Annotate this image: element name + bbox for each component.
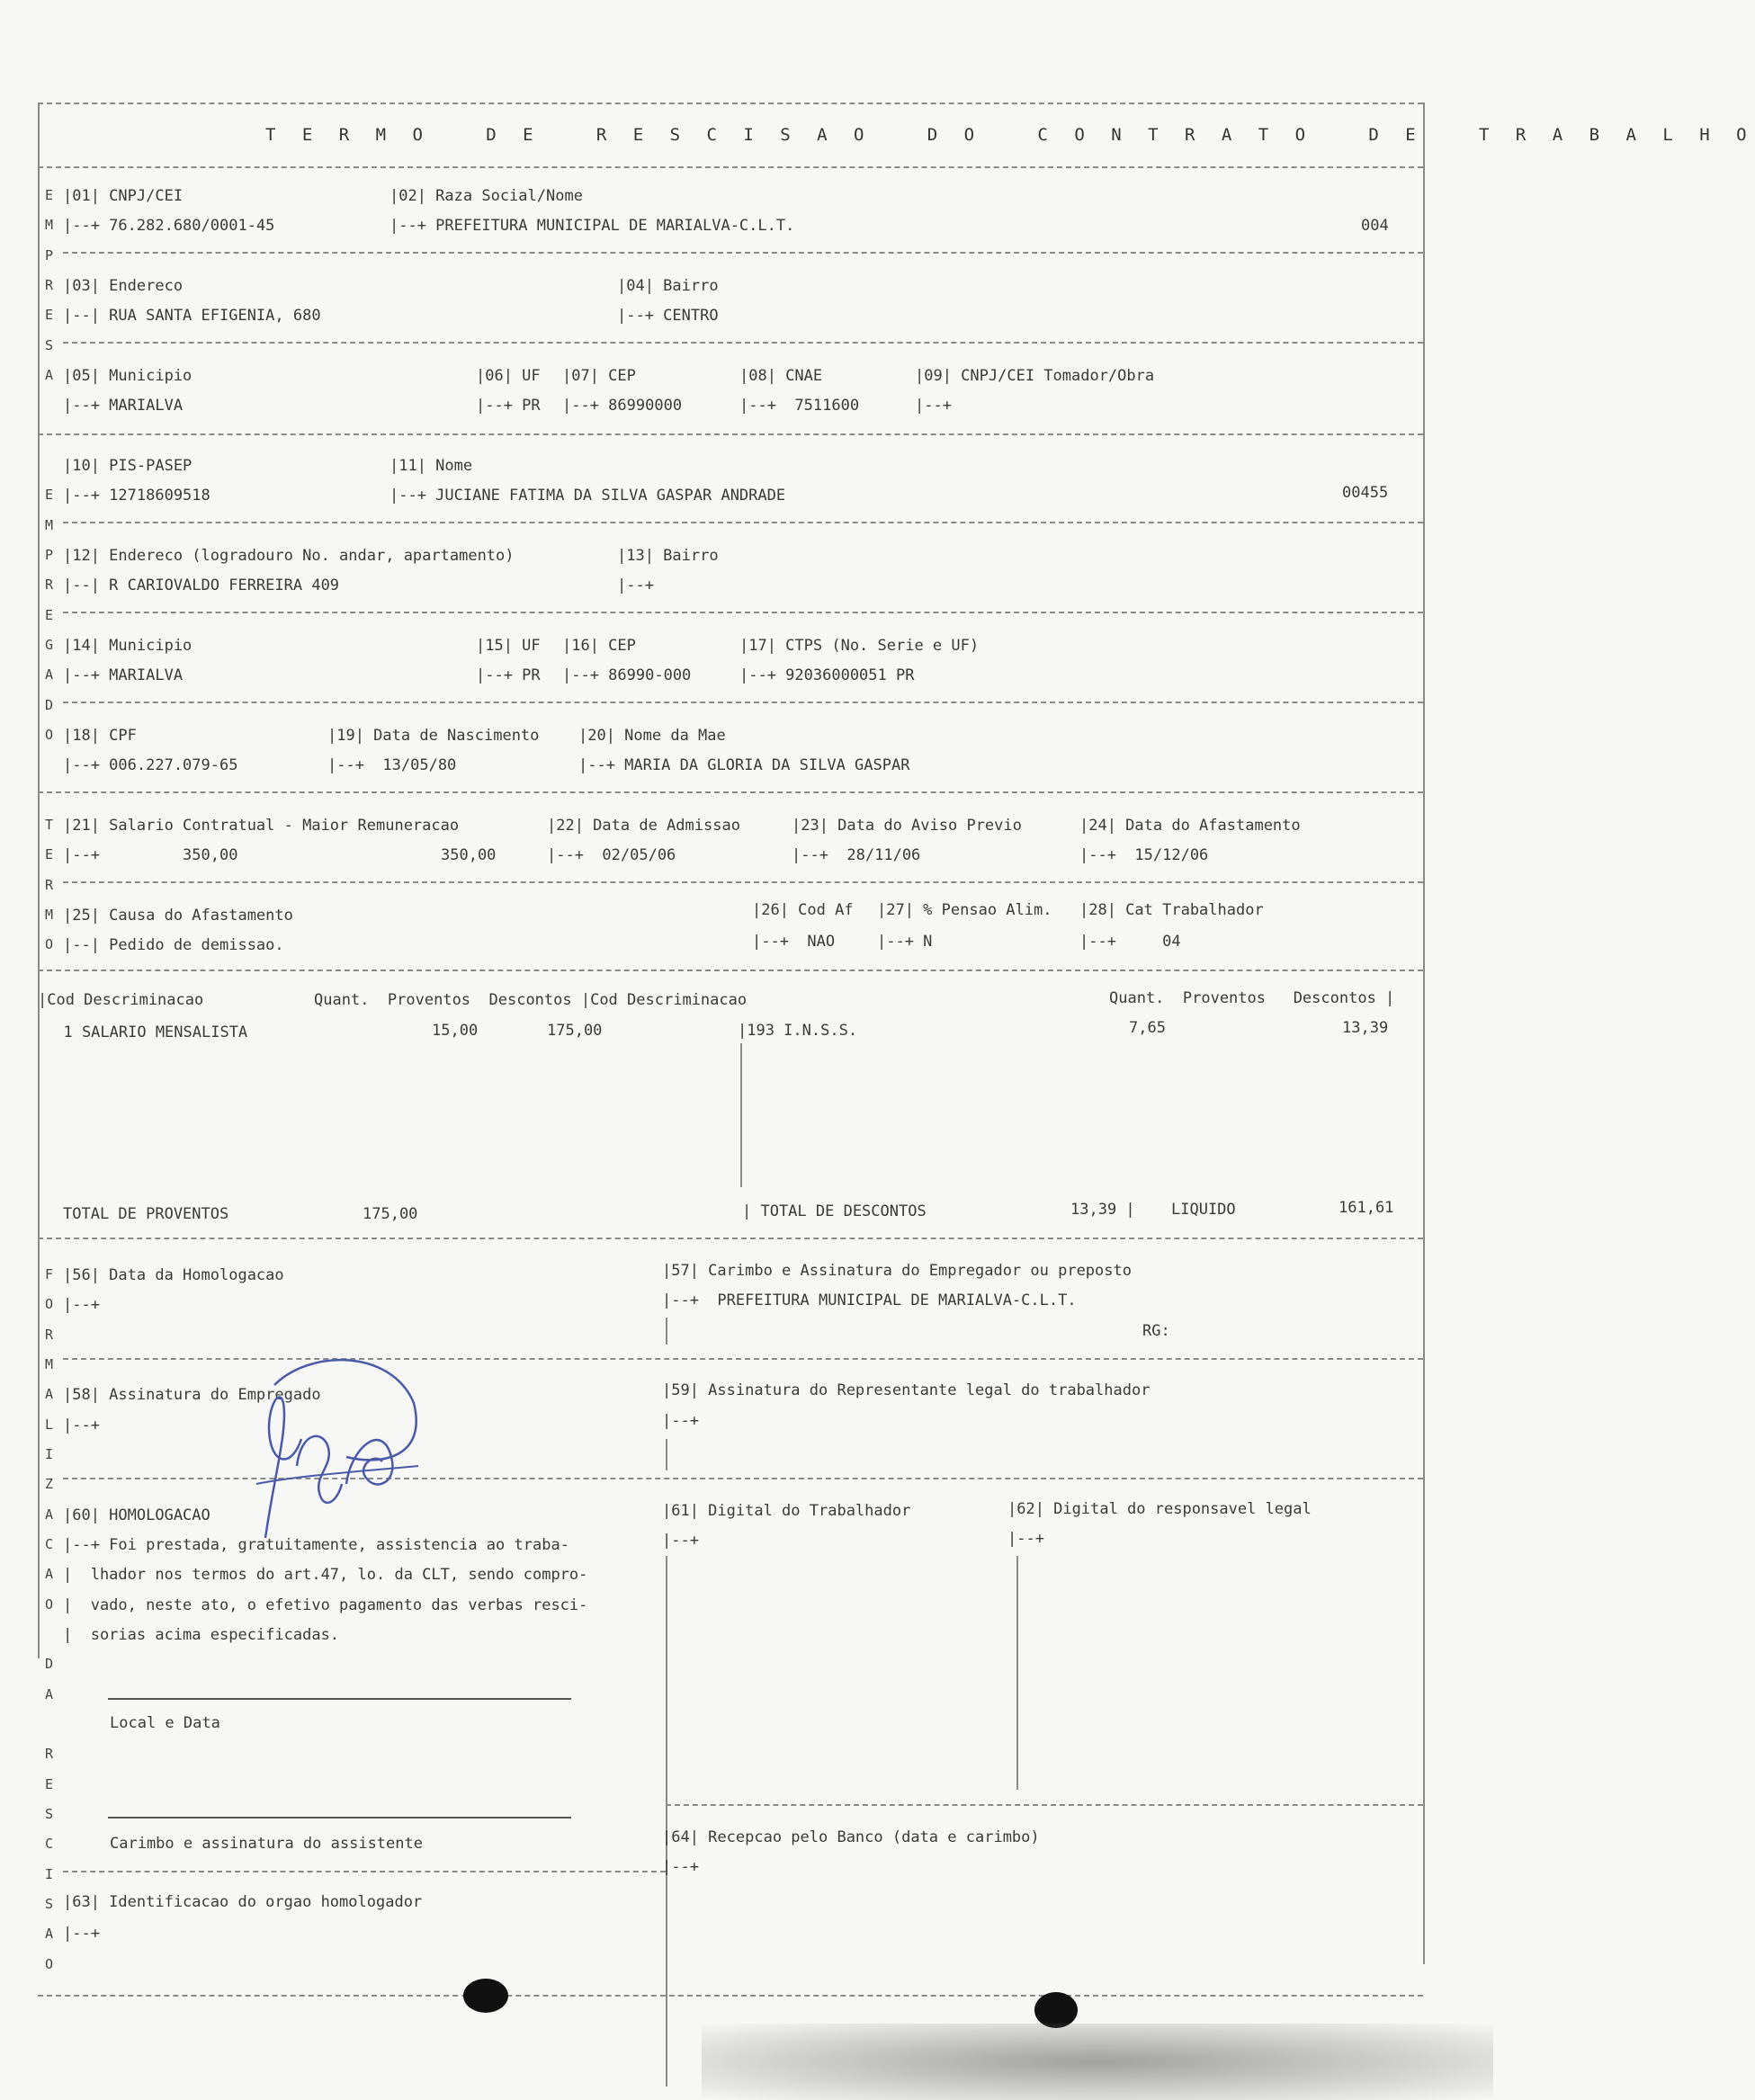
field-02-label: |02| Raza Social/Nome [390,187,583,205]
field-06-value: |--+ PR [476,397,541,415]
field-05-value: |--+ MARIALVA [63,397,184,415]
field-02-value: |--+ PREFEITURA MUNICIPAL DE MARIALVA-C.L.T. [390,217,795,235]
field-03-value: |--| RUA SANTA EFIGENIA, 680 [63,307,321,325]
field-20-value: |--+ MARIA DA GLORIA DA SILVA GASPAR [578,756,910,774]
side-letter: M [45,517,54,533]
top-rule [38,103,1423,104]
field-64-value: |--+ [662,1858,699,1876]
field-19-label: |19| Data de Nascimento [327,727,540,745]
rg-label: RG: [1142,1322,1170,1340]
rule [63,701,1423,703]
side-letter: O [45,727,54,743]
side-letter: T [45,817,54,833]
rule [38,970,1423,971]
column-divider [1016,1556,1018,1790]
field-11-value: |--+ JUCIANE FATIMA DA SILVA GASPAR ANDRADE [390,487,786,505]
field-13-label: |13| Bairro [617,547,719,565]
field-12-value: |--| R CARIOVALDO FERREIRA 409 [63,576,340,594]
side-letter: O [45,1596,54,1613]
field-18-value: |--+ 006.227.079-65 [63,756,238,774]
field-25-label: |25| Causa do Afastamento [63,907,293,925]
side-letter: R [45,576,54,593]
field-60-text-line: | lhador nos termos do art.47, lo. da CLT, sendo compro- [63,1566,588,1584]
total-descontos-label: | TOTAL DE DESCONTOS [742,1202,927,1220]
field-15-value: |--+ PR [476,666,541,684]
field-21-label: |21| Salario Contratual - Maior Remuneracao [63,817,460,835]
field-08-value: |--+ 7511600 [739,397,860,415]
side-letter: G [45,637,54,653]
field-09-value: |--+ [915,397,952,415]
field-28-label: |28| Cat Trabalhador [1079,901,1264,919]
field-14-label: |14| Municipio [63,637,193,655]
side-letter: E [45,1776,54,1792]
side-letter: E [45,187,54,203]
punch-hole-mark [463,1979,508,2013]
field-10-label: |10| PIS-PASEP [63,457,193,475]
field-07-value: |--+ 86990000 [562,397,683,415]
side-letter: O [45,936,54,952]
side-letter: I [45,1446,54,1462]
field-07-label: |07| CEP [562,367,636,385]
rule [63,1871,666,1872]
document-title: T E R M O D E R E S C I S A O D O C O N T R A T O D E T R A B A L H O [265,125,1755,145]
field-60-label: |60| HOMOLOGACAO [63,1506,210,1524]
side-letter: C [45,1836,54,1852]
side-letter: A [45,666,54,683]
field-06-label: |06| UF [476,367,541,385]
side-letter: M [45,907,54,923]
field-58-label: |58| Assinatura do Empregado [63,1386,321,1404]
field-60-text-line: | sorias acima especificadas. [63,1626,340,1644]
field-17-label: |17| CTPS (No. Serie e UF) [739,637,980,655]
field-20-label: |20| Nome da Mae [578,727,726,745]
field-61-value: |--+ [662,1532,699,1550]
right-border [1423,103,1425,1658]
rule [63,612,1423,613]
total-proventos-value: 175,00 [363,1205,418,1223]
field-59-value: |--+ [662,1412,699,1430]
side-letter: L [45,1416,54,1433]
field-10-value: |--+ 12718609518 [63,487,210,505]
field-57-value: |--+ PREFEITURA MUNICIPAL DE MARIALVA-C.L.T. [662,1291,1077,1309]
side-letter: E [45,846,54,862]
side-letter: C [45,1536,54,1552]
field-03-label: |03| Endereco [63,277,184,295]
field-27-label: |27| % Pensao Alim. [877,901,1052,919]
side-letter: A [45,1926,54,1942]
left-border [38,103,40,1658]
field-18-label: |18| CPF [63,727,137,745]
side-letter: M [45,217,54,233]
field-63-label: |63| Identificacao do orgao homologador [63,1893,423,1911]
field-60-text-line: |--+ Foi prestada, gratuitamente, assistencia ao traba- [63,1536,569,1554]
right-border-lower [1423,1658,1425,1964]
side-letter: A [45,1686,54,1702]
rule [38,791,1423,793]
side-letter: P [45,247,54,264]
carimbo-line [108,1817,571,1819]
rule [38,433,1423,435]
rule [63,342,1423,344]
field-22-value: |--+ 02/05/06 [547,846,676,864]
column-divider [666,1556,667,2087]
side-letter: F [45,1266,54,1282]
earnings-row-quant: 15,00 [432,1022,479,1040]
side-letter: R [45,877,54,893]
side-letter: R [45,277,54,293]
field-60-text-line: | vado, neste ato, o efetivo pagamento das verbas resci- [63,1596,588,1614]
field-25-value: |--| Pedido de demissao. [63,936,284,954]
side-letter: A [45,1506,54,1523]
side-letter: S [45,1896,54,1912]
field-61-label: |61| Digital do Trabalhador [662,1502,911,1520]
field-63-value: |--+ [63,1925,100,1943]
side-letter: O [45,1956,54,1972]
field-21-value-max: 350,00 [441,846,497,864]
side-letter: D [45,697,54,713]
field-59-label: |59| Assinatura do Representante legal do trabalhador [662,1381,1151,1399]
field-15-label: |15| UF [476,637,541,655]
earnings-row-proventos: 175,00 [547,1022,603,1040]
field-17-value: |--+ 92036000051 PR [739,666,915,684]
rule [38,166,1423,168]
earnings-row-desc: 1 SALARIO MENSALISTA [45,1023,248,1041]
field-26-value: |--+ NAO [752,933,836,951]
field-21-value: |--+ 350,00 [63,846,238,864]
carimbo-assistente-label: Carimbo e assinatura do assistente [110,1835,423,1853]
field-57-label: |57| Carimbo e Assinatura do Empregador ou preposto [662,1262,1132,1280]
deductions-row-desc: |193 I.N.S.S. [738,1022,858,1040]
field-04-value: |--+ CENTRO [617,307,719,325]
earnings-header-left: |Cod Descriminacao Quant. Proventos Descontos |Cod Descriminacao [38,991,748,1009]
field-26-label: |26| Cod Af [752,901,854,919]
local-data-label: Local e Data [110,1714,220,1732]
employee-code: 00455 [1342,484,1389,502]
side-letter: A [45,1566,54,1582]
field-27-value: |--+ N [877,933,933,951]
scan-smudge [702,2024,1493,2100]
total-descontos-value: 13,39 | [1070,1201,1135,1219]
table-divider [740,1043,742,1187]
field-58-value: |--+ [63,1416,100,1434]
field-28-value: |--+ 04 [1079,933,1181,951]
side-letter: Z [45,1476,54,1492]
bottom-rule [38,1995,1423,1997]
punch-hole-mark [1034,1992,1078,2028]
field-24-value: |--+ 15/12/06 [1079,846,1209,864]
side-letter: E [45,607,54,623]
employee-signature-image [238,1331,427,1547]
field-62-value: |--+ [1007,1530,1044,1548]
column-divider [666,1318,667,1345]
field-01-value: |--+ 76.282.680/0001-45 [63,217,275,235]
deductions-row-quant: 7,65 [1129,1019,1166,1037]
deductions-row-descontos: 13,39 [1342,1019,1389,1037]
field-08-label: |08| CNAE [739,367,823,385]
side-letter: E [45,307,54,323]
side-letter: R [45,1327,54,1343]
rule [38,1238,1423,1239]
field-64-label: |64| Recepcao pelo Banco (data e carimbo) [662,1828,1040,1846]
field-04-label: |04| Bairro [617,277,719,295]
field-23-label: |23| Data do Aviso Previo [792,817,1022,835]
side-letter: S [45,337,54,353]
field-16-label: |16| CEP [562,637,636,655]
side-letter: E [45,487,54,503]
side-letter: S [45,1806,54,1822]
liquido-label: LIQUIDO [1171,1201,1236,1219]
side-letter: O [45,1296,54,1312]
rule [63,522,1423,523]
employer-code: 004 [1361,217,1389,235]
field-23-value: |--+ 28/11/06 [792,846,921,864]
field-09-label: |09| CNPJ/CEI Tomador/Obra [915,367,1155,385]
field-05-label: |05| Municipio [63,367,193,385]
field-11-label: |11| Nome [390,457,473,475]
field-16-value: |--+ 86990-000 [562,666,692,684]
field-13-value: |--+ [617,576,654,594]
field-24-label: |24| Data do Afastamento [1079,817,1301,835]
rule [666,1804,1423,1806]
side-letter: P [45,547,54,563]
total-proventos-label: TOTAL DE PROVENTOS [63,1205,229,1223]
earnings-header-right: Quant. Proventos Descontos | [1109,989,1395,1007]
rule [63,881,1423,883]
side-letter: D [45,1656,54,1672]
side-letter: M [45,1356,54,1372]
field-22-label: |22| Data de Admissao [547,817,740,835]
field-56-label: |56| Data da Homologacao [63,1266,284,1284]
side-letter: I [45,1866,54,1882]
field-12-label: |12| Endereco (logradouro No. andar, apartamento) [63,547,515,565]
field-19-value: |--+ 13/05/80 [327,756,457,774]
liquido-value: 161,61 [1339,1199,1394,1217]
field-01-label: |01| CNPJ/CEI [63,187,184,205]
field-56-value: |--+ [63,1296,100,1314]
column-divider [666,1439,667,1470]
rule [63,252,1423,254]
side-letter: A [45,367,54,383]
side-letter: R [45,1746,54,1762]
local-data-line [108,1698,571,1700]
field-14-value: |--+ MARIALVA [63,666,184,684]
side-letter: A [45,1386,54,1402]
field-62-label: |62| Digital do responsavel legal [1007,1500,1312,1518]
